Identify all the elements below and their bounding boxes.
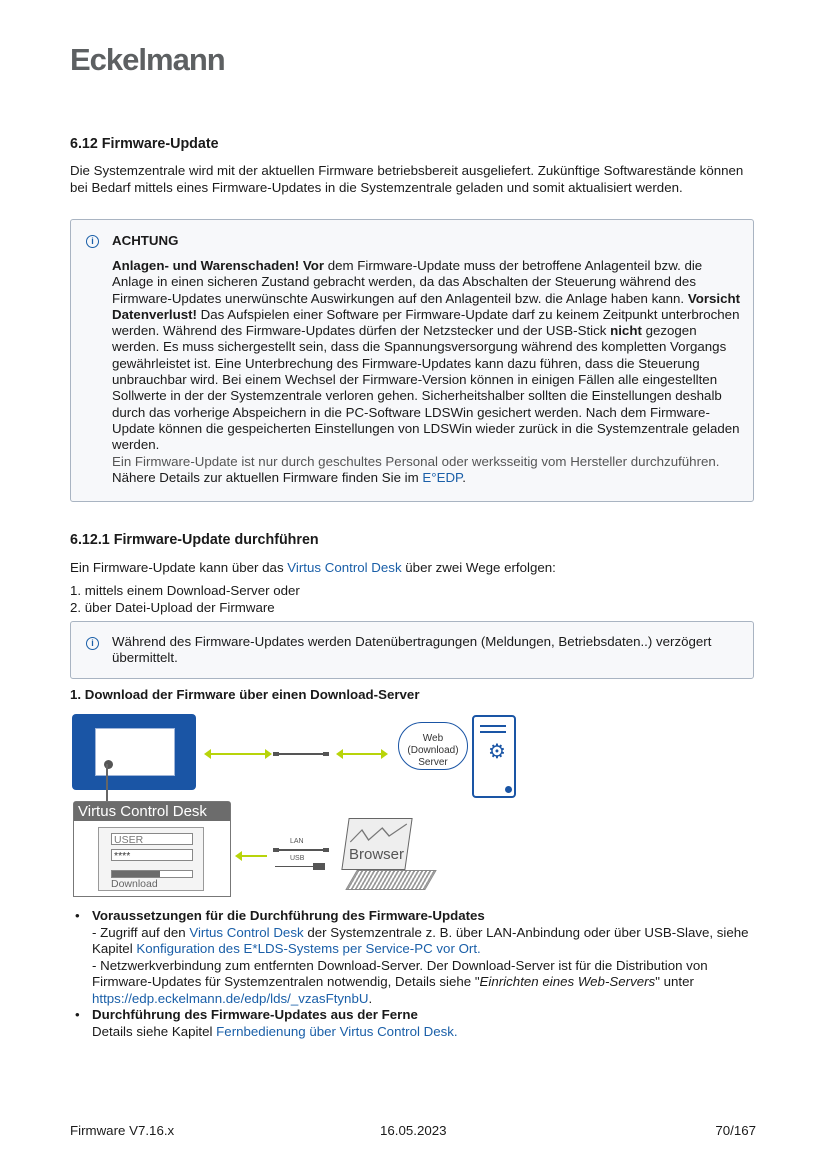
cloud-icon bbox=[398, 722, 468, 770]
requirements-list bbox=[70, 908, 760, 1040]
list-item: 2. über Datei-Upload der Firmware bbox=[70, 599, 275, 615]
left-arrow-icon bbox=[241, 855, 267, 857]
list-item: 1. mittels einem Download-Server oder bbox=[70, 583, 300, 598]
firmware-download-diagram bbox=[70, 710, 530, 900]
double-arrow-icon bbox=[342, 753, 382, 755]
server-dot bbox=[505, 786, 512, 793]
bullet-text: Details siehe Kapitel bbox=[92, 1023, 217, 1039]
step-title: 1. Download der Firmware über einen Download-Server bbox=[70, 687, 420, 702]
virtus-control-desk-link[interactable]: Virtus Control Desk bbox=[287, 560, 402, 575]
virtus-control-desk-link[interactable]: Virtus Control Desk bbox=[189, 924, 304, 940]
bullet-title: Durchführung des Firmware-Updates aus der Ferne bbox=[92, 1007, 418, 1022]
laptop-keyboard bbox=[345, 870, 437, 890]
login-form bbox=[98, 827, 204, 891]
intro-post: über zwei Wege erfolgen: bbox=[401, 560, 556, 575]
info-icon: i bbox=[86, 637, 99, 650]
warning-bold-2: Vorsicht Datenverlust! bbox=[112, 290, 741, 322]
bullet-title: Voraussetzungen für die Durchführung des Firmware-Updates bbox=[92, 908, 485, 923]
subsection-intro bbox=[70, 560, 756, 577]
note-box bbox=[70, 621, 754, 679]
usb-cable-icon bbox=[275, 866, 315, 867]
subsection-title: 6.12.1 Firmware-Update durchführen bbox=[70, 532, 319, 548]
section-intro: Die Systemzentrale wird mit der aktuellen Firmware betriebsbereit ausgeliefert. Zukünftige Softwarestände können bei Bedarf mittels eines Firmware-Updates in die Systemzentrale geladen und somit aktualisiert werden. bbox=[70, 163, 744, 195]
warning-text bbox=[112, 258, 742, 486]
list-item bbox=[70, 908, 760, 1007]
download-label: Download bbox=[111, 878, 158, 890]
connector-line bbox=[106, 764, 108, 802]
warning-bold-1: Anlagen- und Warenschaden! Vor bbox=[112, 258, 325, 273]
user-field: USER bbox=[111, 833, 193, 845]
info-icon: i bbox=[86, 235, 99, 248]
bullet-text: . bbox=[368, 990, 373, 1006]
warning-title: ACHTUNG bbox=[112, 233, 179, 248]
list-item bbox=[70, 1007, 760, 1040]
system-controller-device bbox=[72, 714, 196, 790]
bullet-text: - Netzwerkverbindung zum entfernten Download-Server. Der Download-Server ist für die Distribution von Firmware-Updates für Systemzentralen notwendig, Details siehe " bbox=[92, 957, 708, 989]
edp-link[interactable]: E°EDP bbox=[422, 469, 463, 485]
cloud-label: (Download) bbox=[407, 745, 459, 756]
edp-url-link[interactable]: https://edp.eckelmann.de/edp/lds/_vzasFtynbU bbox=[92, 990, 369, 1006]
virtus-control-desk-window bbox=[73, 801, 231, 897]
remote-control-link[interactable]: Fernbedienung über Virtus Control Desk. bbox=[216, 1023, 458, 1039]
warning-bold-3: nicht bbox=[610, 323, 642, 339]
warning-text-5: . bbox=[462, 469, 466, 485]
warning-text-4: Nähere Details zur aktuellen Firmware finden Sie im bbox=[112, 469, 423, 485]
gear-icon: ⚙ bbox=[488, 741, 506, 763]
warning-text-3: gezogen werden. Es muss sichergestellt sein, dass die Spannungsversorgung während des kompletten Vorgangs gewährleistet ist. Eine Unterbrechung des Firmware-Updates kann dazu führen, dass die Steuerung unbrauchbar wird. Bei einem Wechsel der Firmware-Version können in einigen Fällen alle eingestellten Sollwerte in der der Systemzentrale verloren gehen. Sicherheitshalber sollten die Einstellungen deshalb durch das vorherige Abspeichern in die PC-Software LDSWin gesichert werden. Nach dem Firmware-Update können die gespeicherten Einstellungen von LDSWin wieder zurück in die Systemzentrale geladen werden. bbox=[112, 323, 740, 453]
lan-label: LAN bbox=[290, 838, 304, 845]
double-arrow-icon bbox=[210, 753, 266, 755]
warning-text-2: Das Aufspielen einer Software per Firmware-Update darf zu keinem Zeitpunkt unterbrochen werden. Während des Firmware-Updates dürfen der Netzstecker und der USB-Stick bbox=[112, 306, 740, 339]
cloud-label: Server bbox=[418, 757, 448, 768]
browser-label: Browser bbox=[349, 846, 405, 863]
download-progress-bar bbox=[111, 870, 193, 878]
web-server-reference: Einrichten eines Web-Servers bbox=[479, 974, 656, 989]
password-field: **** bbox=[111, 849, 193, 861]
footer-firmware-version: Firmware V7.16.x bbox=[70, 1123, 175, 1138]
usb-label: USB bbox=[290, 855, 305, 862]
config-chapter-link[interactable]: Konfiguration des E*LDS-Systems per Service-PC vor Ort. bbox=[136, 941, 481, 956]
footer-page-number: 70/167 bbox=[715, 1123, 756, 1138]
intro-pre: Ein Firmware-Update kann über das bbox=[70, 560, 288, 575]
server-icon bbox=[472, 715, 516, 798]
laptop-icon bbox=[345, 818, 440, 894]
note-text: Während des Firmware-Updates werden Datenübertragungen (Meldungen, Betriebsdaten..) verzögert übermittelt. bbox=[112, 634, 712, 666]
bullet-text: " unter bbox=[655, 974, 694, 989]
bullet-text: der Systemzentrale z. B. über LAN-Anbindung oder über USB-Slave, siehe Kapitel bbox=[92, 924, 749, 956]
lan-cable-icon bbox=[275, 753, 327, 755]
vcd-title: Virtus Control Desk bbox=[74, 802, 230, 821]
section-title: 6.12 Firmware-Update bbox=[70, 136, 219, 152]
warning-grey-text: Ein Firmware-Update ist nur durch geschultes Personal oder werksseitig vom Hersteller durchzuführen. bbox=[112, 453, 720, 469]
eckelmann-logo: Eckelmann bbox=[70, 42, 225, 77]
footer-date: 16.05.2023 bbox=[380, 1123, 447, 1138]
warning-box bbox=[70, 219, 754, 502]
lan-cable-icon bbox=[275, 849, 327, 851]
method-list bbox=[70, 583, 300, 616]
bullet-text: - Zugriff auf den bbox=[92, 924, 190, 940]
cloud-label: Web bbox=[422, 733, 444, 744]
warning-text-1: dem Firmware-Update muss der betroffene Anlagenteil bzw. die Anlage in einen sicheren Zustand gebracht werden, da das Abschalten der Steuerung während des Firmware-Updates unerwünschte Auswirkungen auf den Anlagenteil bzw. die Anlage haben kann. bbox=[112, 258, 703, 306]
